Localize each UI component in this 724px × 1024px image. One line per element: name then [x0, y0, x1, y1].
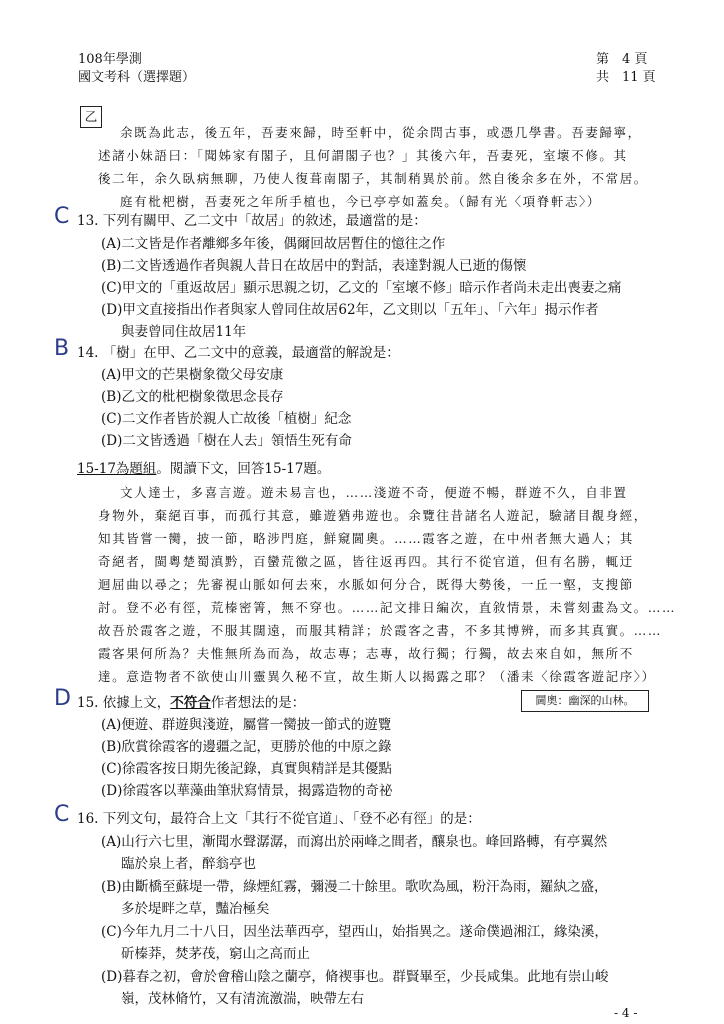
passage-c-line: 文人達士，多喜言遊。遊未易言也，……淺遊不奇，便遊不暢，群遊不久，自非置 [120, 485, 628, 500]
handwritten-answer-mark: D [54, 686, 71, 711]
question-13-stem: 13. 下列有關甲、乙二文中「故居」的敘述，最適當的是： [77, 213, 427, 229]
question-15-stem-keyword: 不符合 [170, 695, 211, 711]
question-13-option-d: (D)甲文直接指出作者與家人曾同住故居62年，乙文則以「五年」、「六年」揭示作者 [101, 302, 599, 318]
question-14-option-a: (A)甲文的芒果樹象徵父母安康 [101, 367, 284, 383]
handwritten-answer-mark: C [54, 204, 70, 229]
question-16-option-d-cont: 嶺，茂林脩竹，又有清流激湍，映帶左右 [121, 991, 364, 1007]
passage-c-line: 討。登不必有徑，荒榛密箐，無不穿也。……記文排日編次，直敘情景，未嘗刻畫為文。…… [98, 600, 677, 615]
total-pages-label: 共 11 頁 [596, 70, 656, 85]
passage-b-label: 乙 [80, 106, 102, 128]
passage-b-line: 余既為此志，後五年，吾妻來歸，時至軒中，從余問古事，或憑几學書。吾妻歸寧， [120, 125, 642, 140]
question-15-option-b: (B)欣賞徐霞客的邊疆之記，更勝於他的中原之錄 [101, 739, 392, 755]
passage-b-line: 後二年，余久臥病無聊，乃使人復葺南閣子，其制稍異於前。然自後余多在外，不常居。 [98, 171, 648, 186]
passage-c-line: 霞客果何所為？夫惟無所為而為，故志專；志專，故行獨；行獨，故去來自如，無所不 [98, 646, 634, 661]
question-16-option-d: (D)暮春之初，會於會稽山陰之蘭亭，脩禊事也。群賢畢至，少長咸集。此地有崇山峻 [101, 969, 609, 985]
exam-title: 108年學測 [78, 52, 142, 67]
question-15-stem-pre: 15. 依據上文， [77, 695, 171, 711]
question-15-stem-post: 作者想法的是： [210, 695, 306, 711]
question-15-option-c: (C)徐霞客按日期先後記錄，真實與精詳是其優點 [101, 761, 392, 777]
question-15-option-a: (A)便遊、群遊與淺遊，屬嘗一臠披一節式的遊覽 [101, 717, 392, 733]
passage-c-line: 奇絕者，閩粵楚蜀滇黔，百蠻荒徼之區，皆往返再四。其行不從官道，但有名勝，輒迂 [98, 554, 634, 569]
handwritten-answer-mark: C [54, 802, 70, 827]
question-13-option-a: (A)二文皆是作者離鄉多年後，偶爾回故居暫住的憶往之作 [101, 236, 446, 252]
question-16-option-b-cont: 多於堤畔之草，豔冶極矣 [121, 901, 270, 917]
question-16-option-a: (A)山行六七里，漸聞水聲潺潺，而瀉出於兩峰之間者，釀泉也。峰回路轉，有亭翼然 [101, 834, 608, 850]
question-16-option-c: (C)今年九月二十八日，因坐法華西亭，望西山，始指異之。遂命僕過湘江，緣染溪， [101, 924, 608, 940]
question-15-option-d: (D)徐霞客以華藻曲筆狀寫情景，揭露造物的奇祕 [101, 783, 393, 799]
question-13-option-b: (B)二文皆透過作者與親人昔日在故居中的對話，表達對親人已逝的傷懷 [101, 258, 527, 274]
question-14-option-c: (C)二文作者皆於親人亡故後「植樹」紀念 [101, 411, 352, 427]
passage-c-line: 身物外，棄絕百事，而孤行其意，雖遊猶弗遊也。余覽往昔諸名人遊記，驗諸目覩身經， [98, 508, 648, 523]
passage-b-line: 庭有枇杷樹，吾妻死之年所手植也，今已亭亭如蓋矣。（歸有光〈項脊軒志〉） [120, 194, 602, 209]
question-14-option-b: (B)乙文的枇杷樹象徵思念長存 [101, 389, 284, 405]
question-16-stem: 16. 下列文句，最符合上文「其行不從官道」、「登不必有徑」的是： [77, 811, 481, 827]
question-16-option-b: (B)由斷橋至蘇堤一帶，綠煙紅霧，彌漫二十餘里。歌吹為風，粉汗為雨，羅紈之盛， [101, 879, 608, 895]
question-14-stem: 14. 「樹」在甲、乙二文中的意義，最適當的解說是： [77, 345, 400, 361]
passage-c-line: 故吾於霞客之遊，不服其闊遠，而服其精詳；於霞客之書，不多其博辨，而多其真實。…… [98, 623, 663, 638]
page-label: 第 4 頁 [596, 52, 648, 67]
subject-title: 國文考科（選擇題） [78, 70, 196, 85]
footnote-box: 閫奧：幽深的山林。 [521, 690, 649, 712]
question-group-intro [77, 458, 330, 480]
question-15-stem [77, 692, 305, 714]
question-13-option-d-cont: 與妻曾同住故居11年 [121, 324, 247, 340]
group-instruction: 。閱讀下文，回答15-17題。 [156, 461, 331, 477]
passage-c-line: 達。意造物者不欲使山川靈異久秘不宣，故生斯人以揭露之耶？（潘耒〈徐霞客遊記序〉） [98, 669, 656, 684]
question-14-option-d: (D)二文皆透過「樹在人去」領悟生死有命 [101, 433, 352, 449]
handwritten-answer-mark: B [54, 336, 70, 361]
passage-c-line: 知其皆嘗一臠，披一節，略涉門庭，鮮窺閫奧。……霞客之遊，在中州者無大過人；其 [98, 531, 634, 546]
question-13-option-c: (C)甲文的「重返故居」顯示思親之切，乙文的「室壞不修」暗示作者尚未走出喪妻之痛 [101, 280, 622, 296]
question-16-option-c-cont: 斫榛莽，焚茅茷，窮山之高而止 [121, 946, 310, 962]
group-range: 15-17為題組 [77, 461, 157, 477]
page-number: - 4 - [614, 1006, 638, 1020]
passage-b-line: 述諸小妹語曰：「聞姊家有閣子，且何謂閣子也？」其後六年，吾妻死，室壞不修。其 [98, 148, 628, 163]
question-16-option-a-cont: 臨於泉上者，醉翁亭也 [121, 856, 256, 872]
passage-c-line: 迴屈曲以尋之；先審視山脈如何去來，水脈如何分合，既得大勢後，一丘一壑，支搜節 [98, 577, 634, 592]
